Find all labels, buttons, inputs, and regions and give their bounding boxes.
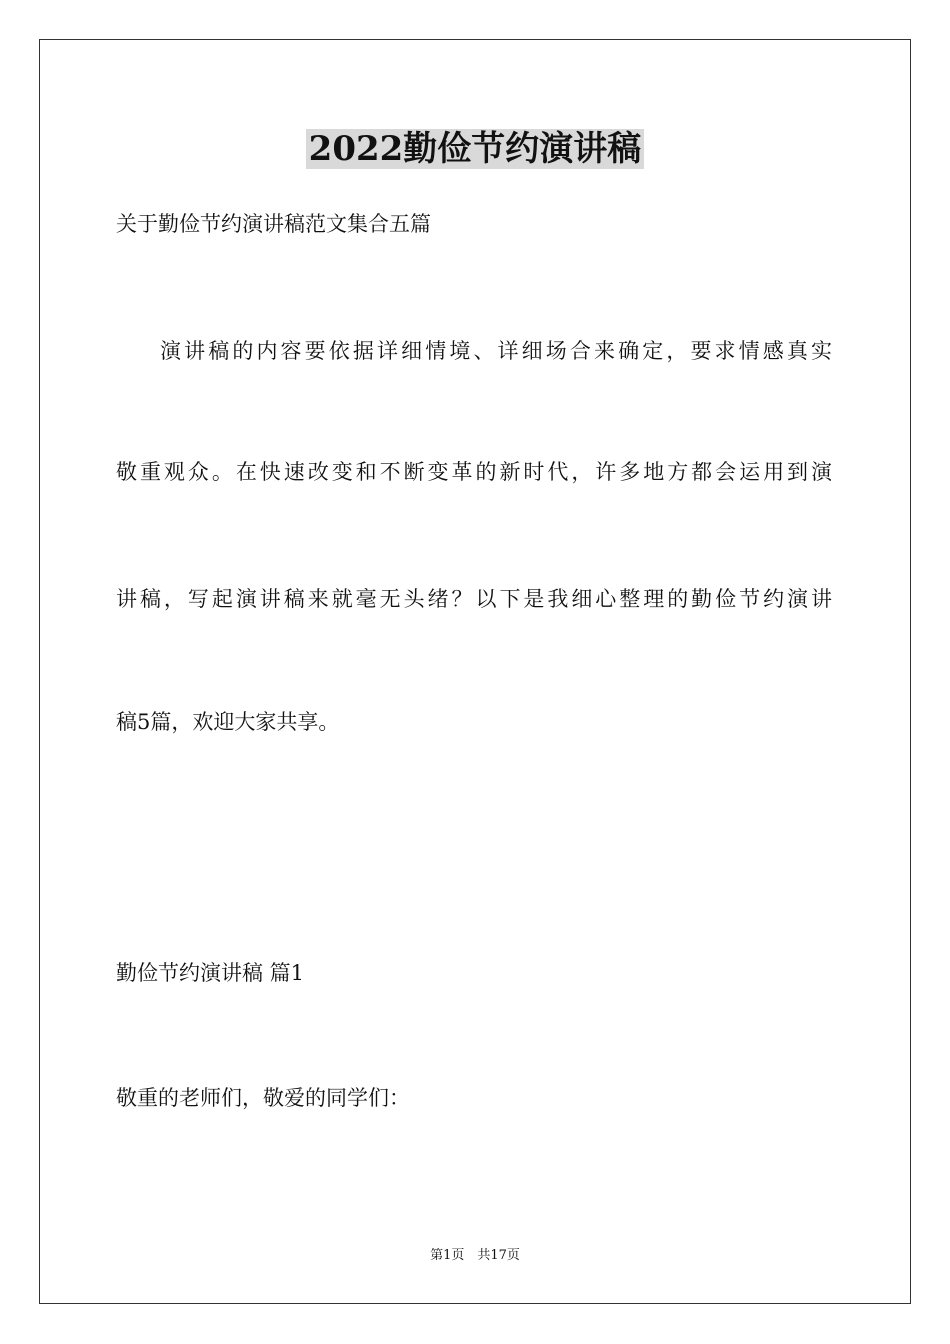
page-footer: 第1页 共17页	[430, 1248, 520, 1263]
greeting: 敬重的老师们，敬爱的同学们：	[116, 1086, 410, 1110]
subtitle: 关于勤俭节约演讲稿范文集合五篇	[116, 212, 431, 236]
document-title	[0, 127, 950, 171]
document-title-text: 2022勤俭节约演讲稿	[306, 129, 645, 169]
section-heading: 勤俭节约演讲稿 篇1	[116, 961, 305, 985]
intro-line-1: 演讲稿的内容要依据详细情境、详细场合来确定，要求情感真实	[160, 339, 832, 363]
intro-line-2: 敬重观众。在快速改变和不断变革的新时代，许多地方都会运用到演	[116, 460, 832, 484]
intro-line-4: 稿5篇，欢迎大家共享。	[116, 710, 340, 734]
intro-line-3: 讲稿，写起演讲稿来就毫无头绪？以下是我细心整理的勤俭节约演讲	[116, 587, 832, 611]
